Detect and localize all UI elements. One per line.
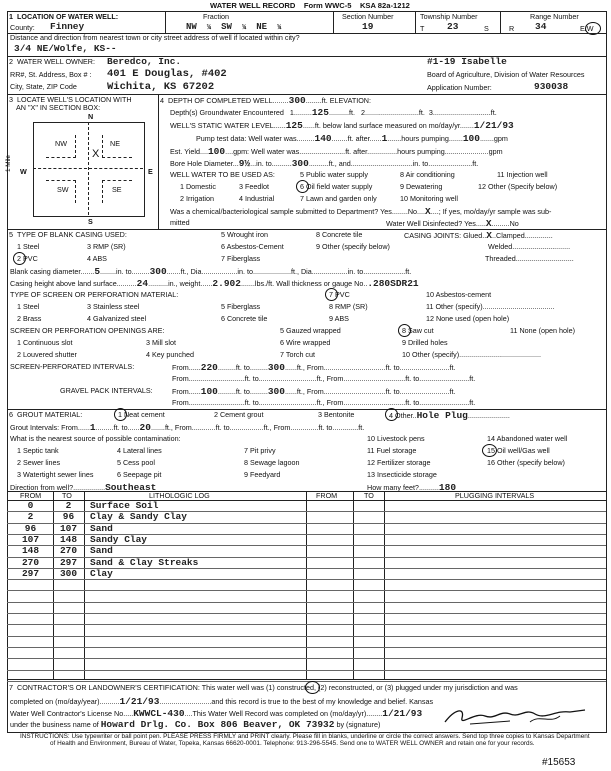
board-label: Board of Agriculture, Division of Water Resources	[427, 70, 585, 79]
county-value[interactable]: Finney	[50, 21, 85, 32]
form-title: WATER WELL RECORD Form WWC-5 KSA 82a-1212	[210, 1, 410, 10]
contam-5[interactable]: 5 Cess pool	[117, 458, 155, 467]
use-label: WELL WATER TO BE USED AS:	[170, 170, 275, 179]
screen-12[interactable]: 12 None used (open hole)	[426, 314, 510, 323]
log-desc-cell[interactable]: Sand & Clay Streaks	[90, 557, 199, 568]
screen-10[interactable]: 10 Asbestos-cement	[426, 290, 492, 299]
plug-to-header: TO	[364, 491, 374, 500]
screen-7-circle	[325, 288, 338, 301]
static-value: 125	[285, 120, 303, 131]
use-10[interactable]: 10 Monitoring well	[400, 194, 458, 203]
contam-12[interactable]: 12 Fertilizer storage	[367, 458, 431, 467]
contam-13[interactable]: 13 Insecticide storage	[367, 470, 437, 479]
screen-2[interactable]: 2 Brass	[17, 314, 42, 323]
screen-4[interactable]: 4 Galvanized steel	[87, 314, 147, 323]
grout-4-circle	[385, 408, 398, 421]
log-to-cell[interactable]: 107	[59, 523, 78, 534]
city-value[interactable]: Wichita, KS 67202	[107, 81, 215, 93]
perf-row2: From............................ft. to.............................ft., From...............................ft. to.........................ft.	[172, 374, 476, 383]
document-number: #15653	[542, 757, 576, 768]
contam-1[interactable]: 1 Septic tank	[17, 446, 59, 455]
south-label: S	[88, 217, 93, 226]
north-label: N	[88, 112, 94, 121]
screen-7[interactable]: 7 PVC	[329, 290, 350, 299]
log-desc-cell[interactable]: Sand	[90, 523, 113, 534]
east-label: E	[148, 167, 153, 176]
casing-5[interactable]: 5 Wrought iron	[221, 230, 269, 239]
plugging-header: PLUGGING INTERVALS	[455, 491, 535, 500]
contam-6[interactable]: 6 Seepage pit	[117, 470, 162, 479]
sec3-title: 3 LOCATE WELL'S LOCATION WITH	[9, 95, 132, 104]
log-to-cell[interactable]: 300	[59, 568, 78, 579]
open-10[interactable]: 10 Other (specify).........................................	[402, 350, 541, 359]
instructions-line1: INSTRUCTIONS: Use typewriter or ball point pen. PLEASE PRESS FIRMLY and PRINT clearly. Please fill in blanks, underline or circle the correct answers. Send top three copies to Kansas Department	[20, 733, 590, 740]
grout-label: 6 GROUT MATERIAL:	[9, 410, 83, 419]
r-label: R	[509, 24, 515, 33]
use-7[interactable]: 7 Lawn and garden only	[300, 194, 377, 203]
use-8[interactable]: 8 Air conditioning	[400, 170, 455, 179]
well-id-value[interactable]: #1-19 Isabelle	[427, 56, 507, 67]
gravel-label: GRAVEL PACK INTERVALS:	[60, 386, 153, 395]
address-label: RR#, St. Address, Box # :	[10, 70, 92, 79]
screen-9[interactable]: 9 ABS	[329, 314, 349, 323]
casing-label: 5 TYPE OF BLANK CASING USED:	[9, 230, 127, 239]
casing-9[interactable]: 9 Other (specify below)	[316, 242, 390, 251]
fraction-label: Fraction	[203, 12, 229, 21]
log-from-cell[interactable]: 96	[24, 523, 37, 534]
contam-16[interactable]: 16 Other (specify below)	[487, 458, 565, 467]
use-6[interactable]: 6 Oil field water supply	[300, 182, 373, 191]
joints-row: CASING JOINTS: Glued..X..Clamped..............	[404, 230, 553, 241]
cert-line2: completed on (mo/day/year)..........1/21/93..........................and this record is true to the best of my knowledge and belief. Kansas	[10, 696, 434, 707]
log-from-cell[interactable]: 2	[27, 511, 34, 522]
contam-2[interactable]: 2 Sewer lines	[17, 458, 61, 467]
gravel-row2: From............................ft. to.............................ft., From...............................ft. to.........................ft.	[172, 398, 476, 407]
casing-2[interactable]: 2 PVC	[17, 254, 38, 263]
screen-8[interactable]: 8 RMP (SR)	[329, 302, 368, 311]
contam-15[interactable]: 15 Oil well/Gas well	[487, 446, 550, 455]
range-label: Range Number	[530, 12, 579, 21]
use-9[interactable]: 9 Dewatering	[400, 182, 443, 191]
screen-6[interactable]: 6 Concrete tile	[221, 314, 268, 323]
nw-label: NW	[55, 139, 67, 148]
constructed-circle	[305, 681, 320, 694]
use-1[interactable]: 1 Domestic	[180, 182, 216, 191]
casing-7[interactable]: 7 Fiberglass	[221, 254, 261, 263]
casing-1[interactable]: 1 Steel	[17, 242, 40, 251]
grout-4[interactable]: 4 Other..Hole Plug.....................	[389, 410, 510, 421]
log-from-cell[interactable]: 148	[21, 545, 40, 556]
pump-row: Pump test data: Well water was.........140........ft. after......1.......hours pumping.......100.......gpm	[196, 133, 508, 144]
contam-7[interactable]: 7 Pit privy	[244, 446, 276, 455]
log-from-cell[interactable]: 297	[21, 568, 40, 579]
sec1-title: 1 LOCATION OF WATER WELL:	[9, 12, 119, 21]
range-value[interactable]: 34	[535, 21, 547, 32]
log-from-header: FROM	[20, 491, 42, 500]
open-1[interactable]: 1 Continuous slot	[17, 338, 73, 347]
log-to-cell[interactable]: 2	[65, 500, 72, 511]
static-date: 1/21/93	[473, 120, 514, 131]
contam-14[interactable]: 14 Abandoned water well	[487, 434, 568, 443]
log-desc-cell[interactable]: Sandy Clay	[90, 534, 148, 545]
depth-row: 4 DEPTH OF COMPLETED WELL........300........ft. ELEVATION:	[160, 95, 371, 106]
screen-3[interactable]: 3 Stainless steel	[87, 302, 140, 311]
open-7[interactable]: 7 Torch cut	[280, 350, 316, 359]
use-2[interactable]: 2 Irrigation	[180, 194, 214, 203]
plug-from-header: FROM	[316, 491, 338, 500]
mitted-label: mitted	[170, 218, 190, 227]
section-value[interactable]: 19	[362, 21, 374, 32]
township-value[interactable]: 23	[447, 21, 459, 32]
direction-row: Direction from well?................Southeast	[10, 482, 157, 493]
log-desc-cell[interactable]: Surface Soil	[90, 500, 159, 511]
bore-row: Bore Hole Diameter...9½...in. to..........300..........ft., and...............................in. to......................ft.	[170, 158, 479, 169]
screen-label: TYPE OF SCREEN OR PERFORATION MATERIAL:	[10, 290, 179, 299]
threaded: Threaded.............................	[485, 254, 574, 263]
open-6[interactable]: 6 Wire wrapped	[280, 338, 331, 347]
ne-label: NE	[110, 139, 120, 148]
use-4[interactable]: 4 Industrial	[239, 194, 275, 203]
disinfected-row: Water Well Disinfected? Yes.....X.........No	[386, 218, 519, 229]
se-label: SE	[112, 185, 122, 194]
open-3[interactable]: 3 Mill slot	[146, 338, 176, 347]
open-11[interactable]: 11 None (open hole)	[510, 326, 575, 335]
open-2[interactable]: 2 Louvered shutter	[17, 350, 77, 359]
address-value[interactable]: 401 E Douglas, #402	[107, 68, 227, 80]
log-from-cell[interactable]: 0	[27, 500, 34, 511]
contam-4[interactable]: 4 Lateral lines	[117, 446, 162, 455]
app-label: Application Number:	[427, 83, 492, 92]
chem-row: Was a chemical/bacteriological sample submitted to Department? Yes........No....X....; If yes, mo/day/yr sample was sub-	[170, 206, 552, 217]
mile-label: 1 Mile	[5, 154, 13, 173]
height-row: Casing height above land surface..........24..........in., weight......2.902.......lbs./ft. Wall thickness or gauge No...280SDR21	[10, 278, 419, 289]
log-desc-cell[interactable]: Sand	[90, 545, 113, 556]
county-label: County:	[10, 23, 35, 32]
open-9[interactable]: 9 Drilled holes	[402, 338, 448, 347]
cert-line1: 7 CONTRACTOR'S OR LANDOWNER'S CERTIFICATION: This water well was (1) constructed, (2) reconstructed, or (3) plugged under my jurisdiction and was	[9, 683, 518, 692]
contam-10[interactable]: 10 Livestock pens	[367, 434, 425, 443]
grout-1-circle	[114, 408, 127, 421]
app-number[interactable]: 930038	[534, 81, 569, 92]
log-from-cell[interactable]: 270	[21, 557, 40, 568]
screen-5[interactable]: 5 Fiberglass	[221, 302, 261, 311]
use-12[interactable]: 12 Other (Specify below)	[478, 182, 558, 191]
s-label: S	[484, 24, 489, 33]
casing-8[interactable]: 8 Concrete tile	[316, 230, 363, 239]
log-desc-cell[interactable]: Clay & Sandy Clay	[90, 511, 187, 522]
grout-3[interactable]: 3 Bentonite	[318, 410, 355, 419]
gw-row: Depth(s) Groundwater Encountered 1.........125..........ft. 2...........................ft. 3.............................ft.	[170, 107, 497, 118]
log-to-cell[interactable]: 270	[59, 545, 78, 556]
location-x-mark: X	[92, 148, 100, 160]
owner-value[interactable]: Beredco, Inc.	[107, 56, 182, 67]
feet-row: How many feet?..........180	[367, 482, 457, 493]
log-to-cell[interactable]: 148	[59, 534, 78, 545]
distance-label: Distance and direction from nearest town or city street address of well if located within city?	[10, 33, 300, 42]
open-5[interactable]: 5 Gauzed wrapped	[280, 326, 341, 335]
depth-value: 300	[288, 95, 306, 106]
cert-line3: Water Well Contractor's License No.....KWWCL-430....This Water Well Record was completed on (mo/day/yr)........1/21/93	[10, 708, 423, 719]
grout-1[interactable]: 1 Neat cement	[118, 410, 165, 419]
static-row: WELL'S STATIC WATER LEVEL......125......ft. below land surface measured on mo/day/yr.......1/21/93	[170, 120, 514, 131]
contam-3[interactable]: 3 Watertight sewer lines	[17, 470, 94, 479]
contam-8[interactable]: 8 Sewage lagoon	[244, 458, 300, 467]
diam-row: Blank casing diameter.......5........in. to.........300.......ft., Dia..................in. to...................ft., Dia..................in. to.....................ft.	[10, 266, 412, 277]
signature	[440, 704, 590, 728]
contam-label: What is the nearest source of possible contamination:	[10, 434, 181, 443]
use-3[interactable]: 3 Feedlot	[239, 182, 269, 191]
casing-2-circle	[13, 252, 26, 265]
log-from-cell[interactable]: 107	[21, 534, 40, 545]
log-to-cell[interactable]: 96	[62, 511, 75, 522]
grout-intervals-row: Grout Intervals: From......1.........ft. to......20.......ft., From............ft. to.................ft., From..............ft. to.............ft.	[10, 422, 365, 433]
cert-line4: under the business name of Howard Drlg. Co. Box 806 Beaver, OK 73932 by (signature)	[10, 719, 381, 730]
open-8-circle	[398, 324, 411, 337]
west-label: W	[20, 167, 27, 176]
log-to-header: TO	[62, 491, 72, 500]
contam-9[interactable]: 9 Feedyard	[244, 470, 281, 479]
casing-3[interactable]: 3 RMP (SR)	[87, 242, 126, 251]
sec3-subtitle: AN "X" IN SECTION BOX:	[16, 103, 101, 112]
yield-row: Est. Yield....100....gpm: Well water was.......................ft. after...............hours pumping......................gpm	[170, 146, 503, 157]
open-8[interactable]: 8 Saw cut	[402, 326, 434, 335]
instructions-line2: of Health and Environment, Bureau of Water, Topeka, Kansas 66620-0001. Telephone: 913-296-5545. Send one to WATER WELL OWNER and retain one for your records.	[50, 740, 535, 747]
casing-4[interactable]: 4 ABS	[87, 254, 107, 263]
openings-label: SCREEN OR PERFORATION OPENINGS ARE:	[10, 326, 165, 335]
log-desc-cell[interactable]: Clay	[90, 568, 113, 579]
use-6-circle	[296, 180, 309, 193]
t-label: T	[420, 24, 425, 33]
screen-1[interactable]: 1 Steel	[17, 302, 40, 311]
perf-label: SCREEN-PERFORATED INTERVALS:	[10, 362, 135, 371]
contam-15-circle	[482, 444, 497, 457]
open-4[interactable]: 4 Key punched	[146, 350, 194, 359]
use-5[interactable]: 5 Public water supply	[300, 170, 368, 179]
contam-11[interactable]: 11 Fuel storage	[367, 446, 417, 455]
perf-row1: From......220.........ft. to.........300......ft., From...............................ft. to.........................ft.	[172, 362, 456, 373]
ew-label: E/W	[580, 24, 594, 33]
distance-value[interactable]: 3/4 NE/Wolfe, KS--	[14, 43, 117, 54]
township-label: Township Number	[420, 12, 478, 21]
fraction-value[interactable]: NW ¼ SW ¼ NE ¼	[186, 22, 282, 32]
screen-11[interactable]: 11 Other (specify)....................................	[426, 302, 555, 311]
lithologic-header: LITHOLOGIC LOG	[149, 491, 210, 500]
grout-2[interactable]: 2 Cement grout	[214, 410, 264, 419]
casing-6[interactable]: 6 Asbestos-Cement	[221, 242, 284, 251]
sec2-title: 2 WATER WELL OWNER:	[9, 57, 95, 66]
gw1-value: 125	[311, 107, 329, 118]
log-to-cell[interactable]: 297	[59, 557, 78, 568]
city-label: City, State, ZIP Code	[10, 82, 77, 91]
use-11[interactable]: 11 Injection well	[497, 170, 548, 179]
welded: Welded.............................	[488, 242, 571, 251]
section-label: Section Number	[342, 12, 394, 21]
sw-label: SW	[57, 185, 69, 194]
gravel-row1: From......100.........ft. to.........300......ft., From...............................ft. to.........................ft.	[172, 386, 456, 397]
